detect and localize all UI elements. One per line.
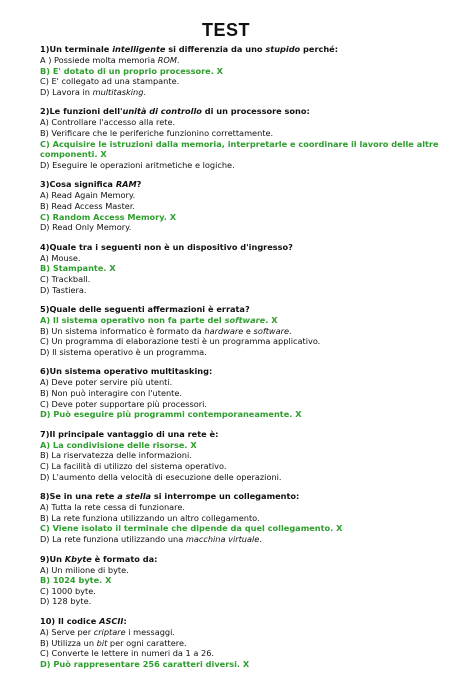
answer-text: D) Lavora in: [40, 86, 93, 97]
question-text: Le funzioni dell': [49, 106, 123, 117]
answer-option: [40, 638, 440, 649]
answer-option: [40, 336, 440, 347]
question-text: unità di controllo: [122, 106, 202, 117]
question-text: ?: [136, 179, 142, 190]
question-block: [40, 554, 440, 607]
answer-text: criptare: [93, 626, 126, 637]
question-text: Il principale vantaggio di una rete è:: [49, 428, 219, 439]
question-text: ASCII: [99, 615, 124, 626]
question-text: Quale tra i seguenti non è un dispositivo d'ingresso?: [49, 241, 293, 252]
answer-option: [40, 377, 440, 388]
question-text: si differenzia da uno: [165, 44, 266, 54]
answer-text: macchina virtuale: [185, 534, 260, 544]
answer-option: [40, 586, 440, 597]
answer-text: B) E' dotato di un proprio processore. X: [40, 65, 223, 76]
answer-text: software: [224, 315, 266, 326]
answer-text: bit: [96, 637, 108, 648]
answer-option: [40, 190, 440, 201]
question-text: si interrompe un collegamento:: [151, 491, 300, 502]
answer-option: [40, 534, 440, 545]
question-title: [40, 242, 440, 253]
question-title: [40, 179, 440, 190]
answer-text: B) 1024 byte. X: [40, 575, 112, 586]
answer-text: D) Eseguire le operazioni aritmetiche e logiche.: [40, 159, 235, 170]
question-block: [40, 429, 440, 482]
question-block: [40, 616, 440, 669]
question-text: Cosa significa: [49, 179, 116, 190]
answer-text: A) La condivisione delle risorse. X: [40, 439, 197, 450]
question-block: [40, 366, 440, 419]
question-text: di un processore sono:: [201, 106, 310, 117]
answer-text: C) La facilità di utilizzo del sistema operativo.: [40, 461, 227, 472]
answer-text: C) Un programma di elaborazione testi è un programma applicativo.: [40, 336, 321, 347]
answer-option: [40, 513, 440, 524]
answer-text: C) Trackball.: [40, 273, 91, 284]
answer-text: D) Read Only Memory.: [40, 222, 132, 233]
answer-text: D) Può eseguire più programmi contemporaneamente. X: [40, 409, 302, 420]
answer-text: hardware: [204, 325, 244, 336]
question-block: [40, 242, 440, 295]
question-block: [40, 491, 440, 544]
answer-text: B) Stampante. X: [40, 263, 116, 274]
answer-option: [40, 55, 440, 66]
question-text: Kbyte: [64, 553, 92, 564]
question-title: [40, 491, 440, 502]
page-title: TEST: [201, 20, 250, 40]
question-title: [40, 304, 440, 315]
question-number: 1): [40, 44, 50, 54]
question-text: Quale delle seguenti affermazioni è errata?: [49, 304, 250, 315]
answer-option-correct: [40, 440, 440, 451]
answer-text: A) Read Again Memory.: [40, 190, 136, 201]
question-block: [40, 179, 440, 232]
answer-text: D) 128 byte.: [40, 596, 92, 607]
question-text: a stella: [117, 491, 152, 502]
answer-text: e: [243, 325, 254, 336]
answer-option: [40, 461, 440, 472]
answer-option: [40, 201, 440, 212]
question-block: [40, 304, 440, 357]
answer-option-correct: [40, 659, 440, 670]
answer-text: per ogni carattere.: [107, 637, 187, 648]
answer-option: [40, 472, 440, 483]
answer-text: D) Può rappresentare 256 caratteri diversi. X: [40, 658, 250, 669]
question-text: RAM: [115, 179, 137, 190]
answer-text: software: [253, 325, 290, 336]
question-number: 6): [40, 366, 50, 377]
question-text: Un sistema operativo multitasking:: [49, 366, 213, 377]
answer-option: [40, 388, 440, 399]
question-text: intelligente: [112, 44, 166, 54]
answer-option: [40, 128, 440, 139]
answer-text: B) La riservatezza delle informazioni.: [40, 450, 192, 461]
answer-option: [40, 253, 440, 264]
answer-text: C) E' collegato ad una stampante.: [40, 76, 180, 87]
question-title: [40, 616, 440, 627]
answer-text: A) Controllare l'accesso alla rete.: [40, 117, 176, 128]
answer-option: [40, 160, 440, 171]
answer-option-correct: [40, 315, 440, 326]
answer-text: D) La rete funziona utilizzando una: [40, 534, 186, 544]
answer-text: .: [143, 86, 147, 97]
answer-text: D) Il sistema operativo è un programma.: [40, 346, 207, 357]
question-number: 4): [40, 241, 50, 252]
answer-text: A) Serve per: [40, 626, 94, 637]
answer-text: D) L'aumento della velocità di esecuzione delle operazioni.: [40, 471, 282, 482]
answer-text: C) 1000 byte.: [40, 585, 96, 596]
answer-option: [40, 347, 440, 358]
answer-option-correct: [40, 263, 440, 274]
answer-option: [40, 117, 440, 128]
answer-option: [40, 285, 440, 296]
question-title: [40, 366, 440, 377]
answer-text: . X: [265, 315, 278, 326]
question-number: 10): [40, 615, 56, 626]
question-title: [40, 554, 440, 565]
answer-option: [40, 502, 440, 513]
answer-text: A) Mouse.: [40, 252, 81, 263]
answer-text: C) Random Access Memory. X: [40, 211, 177, 222]
question-number: 7): [40, 428, 50, 439]
answer-option: [40, 648, 440, 659]
answer-option: [40, 596, 440, 607]
answer-text: .: [289, 325, 292, 336]
question-block: [40, 44, 440, 97]
question-title: [40, 429, 440, 440]
answer-option: [40, 274, 440, 285]
question-text: Un: [49, 553, 65, 564]
answer-text: i messaggi.: [125, 626, 175, 637]
answer-text: multitasking: [92, 86, 144, 97]
answer-text: B) Verificare che le periferiche funzionino correttamente.: [40, 127, 274, 138]
answer-text: A) Il sistema operativo non fa parte del: [40, 315, 225, 326]
question-text: Il codice: [55, 615, 100, 626]
answer-text: A ) Possiede molta memoria: [40, 55, 158, 65]
answer-option: [40, 565, 440, 576]
question-title: [40, 106, 440, 117]
answer-text: A) Deve poter servire più utenti.: [40, 377, 173, 388]
question-number: 8): [40, 491, 50, 502]
answer-text: C) Converte le lettere in numeri da 1 a 26.: [40, 648, 215, 659]
answer-text: .: [176, 55, 180, 65]
answer-option-correct: [40, 212, 440, 223]
answer-text: ROM: [157, 55, 177, 65]
answer-text: B) Un sistema informatico è formato da: [40, 325, 205, 336]
answer-option: [40, 326, 440, 337]
answer-text: B) La rete funziona utilizzando un altro collegamento.: [40, 512, 260, 523]
question-text: perché:: [300, 44, 338, 54]
answer-option: [40, 222, 440, 233]
question-block: [40, 106, 440, 170]
answer-option: [40, 399, 440, 410]
question-text: Se in una rete: [49, 491, 118, 502]
question-number: 9): [40, 553, 50, 564]
answer-option-correct: [40, 575, 440, 586]
answer-text: C) Deve poter supportare più processori.: [40, 398, 208, 409]
answer-text: B) Utilizza un: [40, 637, 97, 648]
answer-text: .: [259, 534, 262, 544]
question-number: 3): [40, 179, 50, 190]
answer-option-correct: [40, 139, 440, 160]
answer-option: [40, 627, 440, 638]
question-number: 5): [40, 304, 50, 315]
answer-text: D) Tastiera.: [40, 284, 87, 295]
question-text: :: [123, 615, 127, 626]
answer-option: [40, 87, 440, 98]
answer-text: B) Non può interagire con l'utente.: [40, 388, 183, 399]
question-text: Un terminale: [49, 44, 113, 54]
answer-text: C) Viene isolato il terminale che dipende da quel collegamento. X: [40, 523, 343, 534]
answer-option-correct: [40, 409, 440, 420]
question-text: è formato da:: [91, 553, 158, 564]
answer-text: C) Acquisire le istruzioni dalla memoria, interpretarle e coordinare il lavoro delle altre componenti. X: [40, 138, 439, 160]
answer-option: [40, 76, 440, 87]
answer-text: A) Un milione di byte.: [40, 564, 129, 575]
answer-option-correct: [40, 523, 440, 534]
question-title: [40, 44, 440, 55]
question-list: [40, 44, 440, 678]
question-number: 2): [40, 106, 50, 117]
answer-text: A) Tutta la rete cessa di funzionare.: [40, 502, 185, 513]
question-text: stupido: [265, 44, 301, 54]
answer-option-correct: [40, 66, 440, 77]
answer-option: [40, 450, 440, 461]
answer-text: B) Read Access Master.: [40, 200, 136, 211]
